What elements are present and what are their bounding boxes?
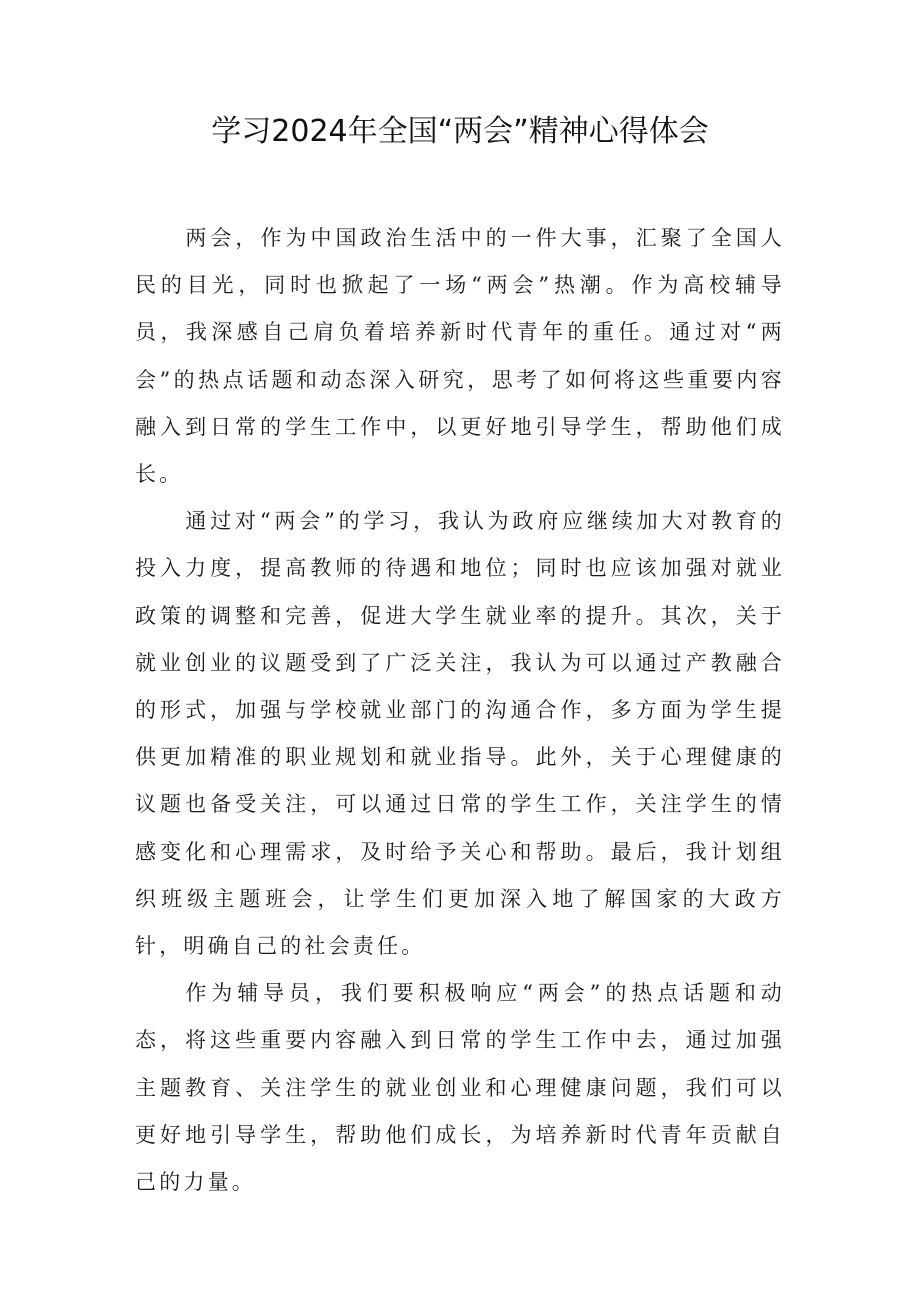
paragraph-3: 作为辅导员，我们要积极响应“两会”的热点话题和动态，将这些重要内容融入到日常的学生工作中去，通过加强主题教育、关注学生的就业创业和心理健康问题，我们可以更好地引导学生，帮助他们成长，为培养新时代青年贡献自己的力量。 (135, 981, 785, 1195)
document-body (135, 215, 785, 1206)
paragraph-2: 通过对“两会”的学习，我认为政府应继续加大对教育的投入力度，提高教师的待遇和地位；同时也应该加强对就业政策的调整和完善，促进大学生就业率的提升。其次，关于就业创业的议题受到了广泛关注，我认为可以通过产教融合的形式，加强与学校就业部门的沟通合作，多方面为学生提供更加精准的职业规划和就业指导。此外，关于心理健康的议题也备受关注，可以通过日常的学生工作，关注学生的情感变化和心理需求，及时给予关心和帮助。最后，我计划组织班级主题班会，让学生们更加深入地了解国家的大政方针，明确自己的社会责任。 (135, 509, 785, 959)
paragraph-1: 两会，作为中国政治生活中的一件大事，汇聚了全国人民的目光，同时也掀起了一场“两会”热潮。作为高校辅导员，我深感自己肩负着培养新时代青年的重任。通过对“两会”的热点话题和动态深入研究，思考了如何将这些重要内容融入到日常的学生工作中，以更好地引导学生，帮助他们成长。 (135, 226, 785, 487)
document-title: 学习2024年全国“两会”精神心得体会 (211, 114, 709, 149)
